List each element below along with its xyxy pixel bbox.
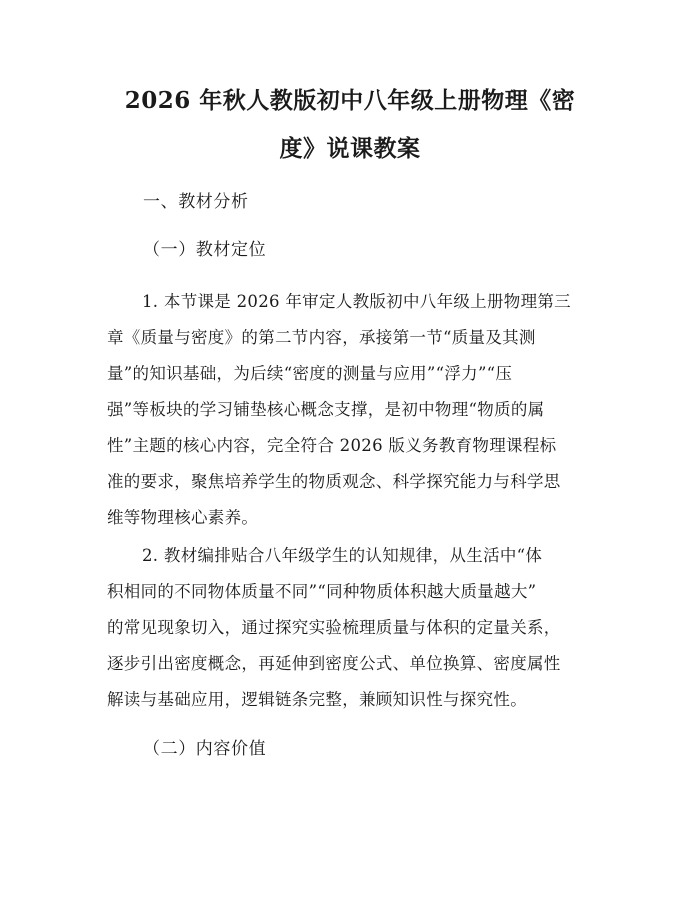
paragraph-1-line: 性”主题的核心内容，完全符合 2026 版义务教育物理课程标 — [107, 436, 557, 455]
paragraph-1-line: 1. 本节课是 2026 年审定人教版初中八年级上册物理第三 — [142, 292, 571, 311]
document-title-line-1: 2026 年秋人教版初中八年级上册物理《密 — [124, 87, 576, 114]
subsection-heading-content-value: （二）内容价值 — [143, 739, 267, 759]
paragraph-2-line: 解读与基础应用，逻辑链条完整，兼顾知识性与探究性。 — [107, 690, 527, 709]
paragraph-1-line: 量”的知识基础，为后续“密度的测量与应用”“浮力”“压 — [107, 364, 513, 383]
paragraph-1-line: 强”等板块的学习铺垫核心概念支撑，是初中物理“物质的属 — [107, 400, 545, 419]
paragraph-2-line: 2. 教材编排贴合八年级学生的认知规律，从生活中“体 — [142, 546, 543, 565]
paragraph-2-line: 的常见现象切入，通过探究实验梳理质量与体积的定量关系， — [107, 618, 561, 637]
paragraph-1-line: 维等物理核心素养。 — [107, 508, 259, 527]
paragraph-2-line: 积相同的不同物体质量不同”“同种物质体积越大质量越大” — [107, 582, 537, 601]
paragraph-1-line: 准的要求，聚焦培养学生的物质观念、科学探究能力与科学思 — [107, 472, 561, 491]
paragraph-1 — [107, 284, 597, 536]
document-title-line-2: 度》说课教案 — [279, 135, 421, 162]
paragraph-1-line: 章《质量与密度》的第二节内容，承接第一节“质量及其测 — [107, 328, 536, 347]
section-heading-textbook-analysis: 一、教材分析 — [143, 192, 249, 212]
paragraph-2 — [107, 538, 597, 718]
paragraph-2-line: 逐步引出密度概念，再延伸到密度公式、单位换算、密度属性 — [107, 654, 561, 673]
subsection-heading-textbook-positioning: （一）教材定位 — [143, 240, 267, 260]
